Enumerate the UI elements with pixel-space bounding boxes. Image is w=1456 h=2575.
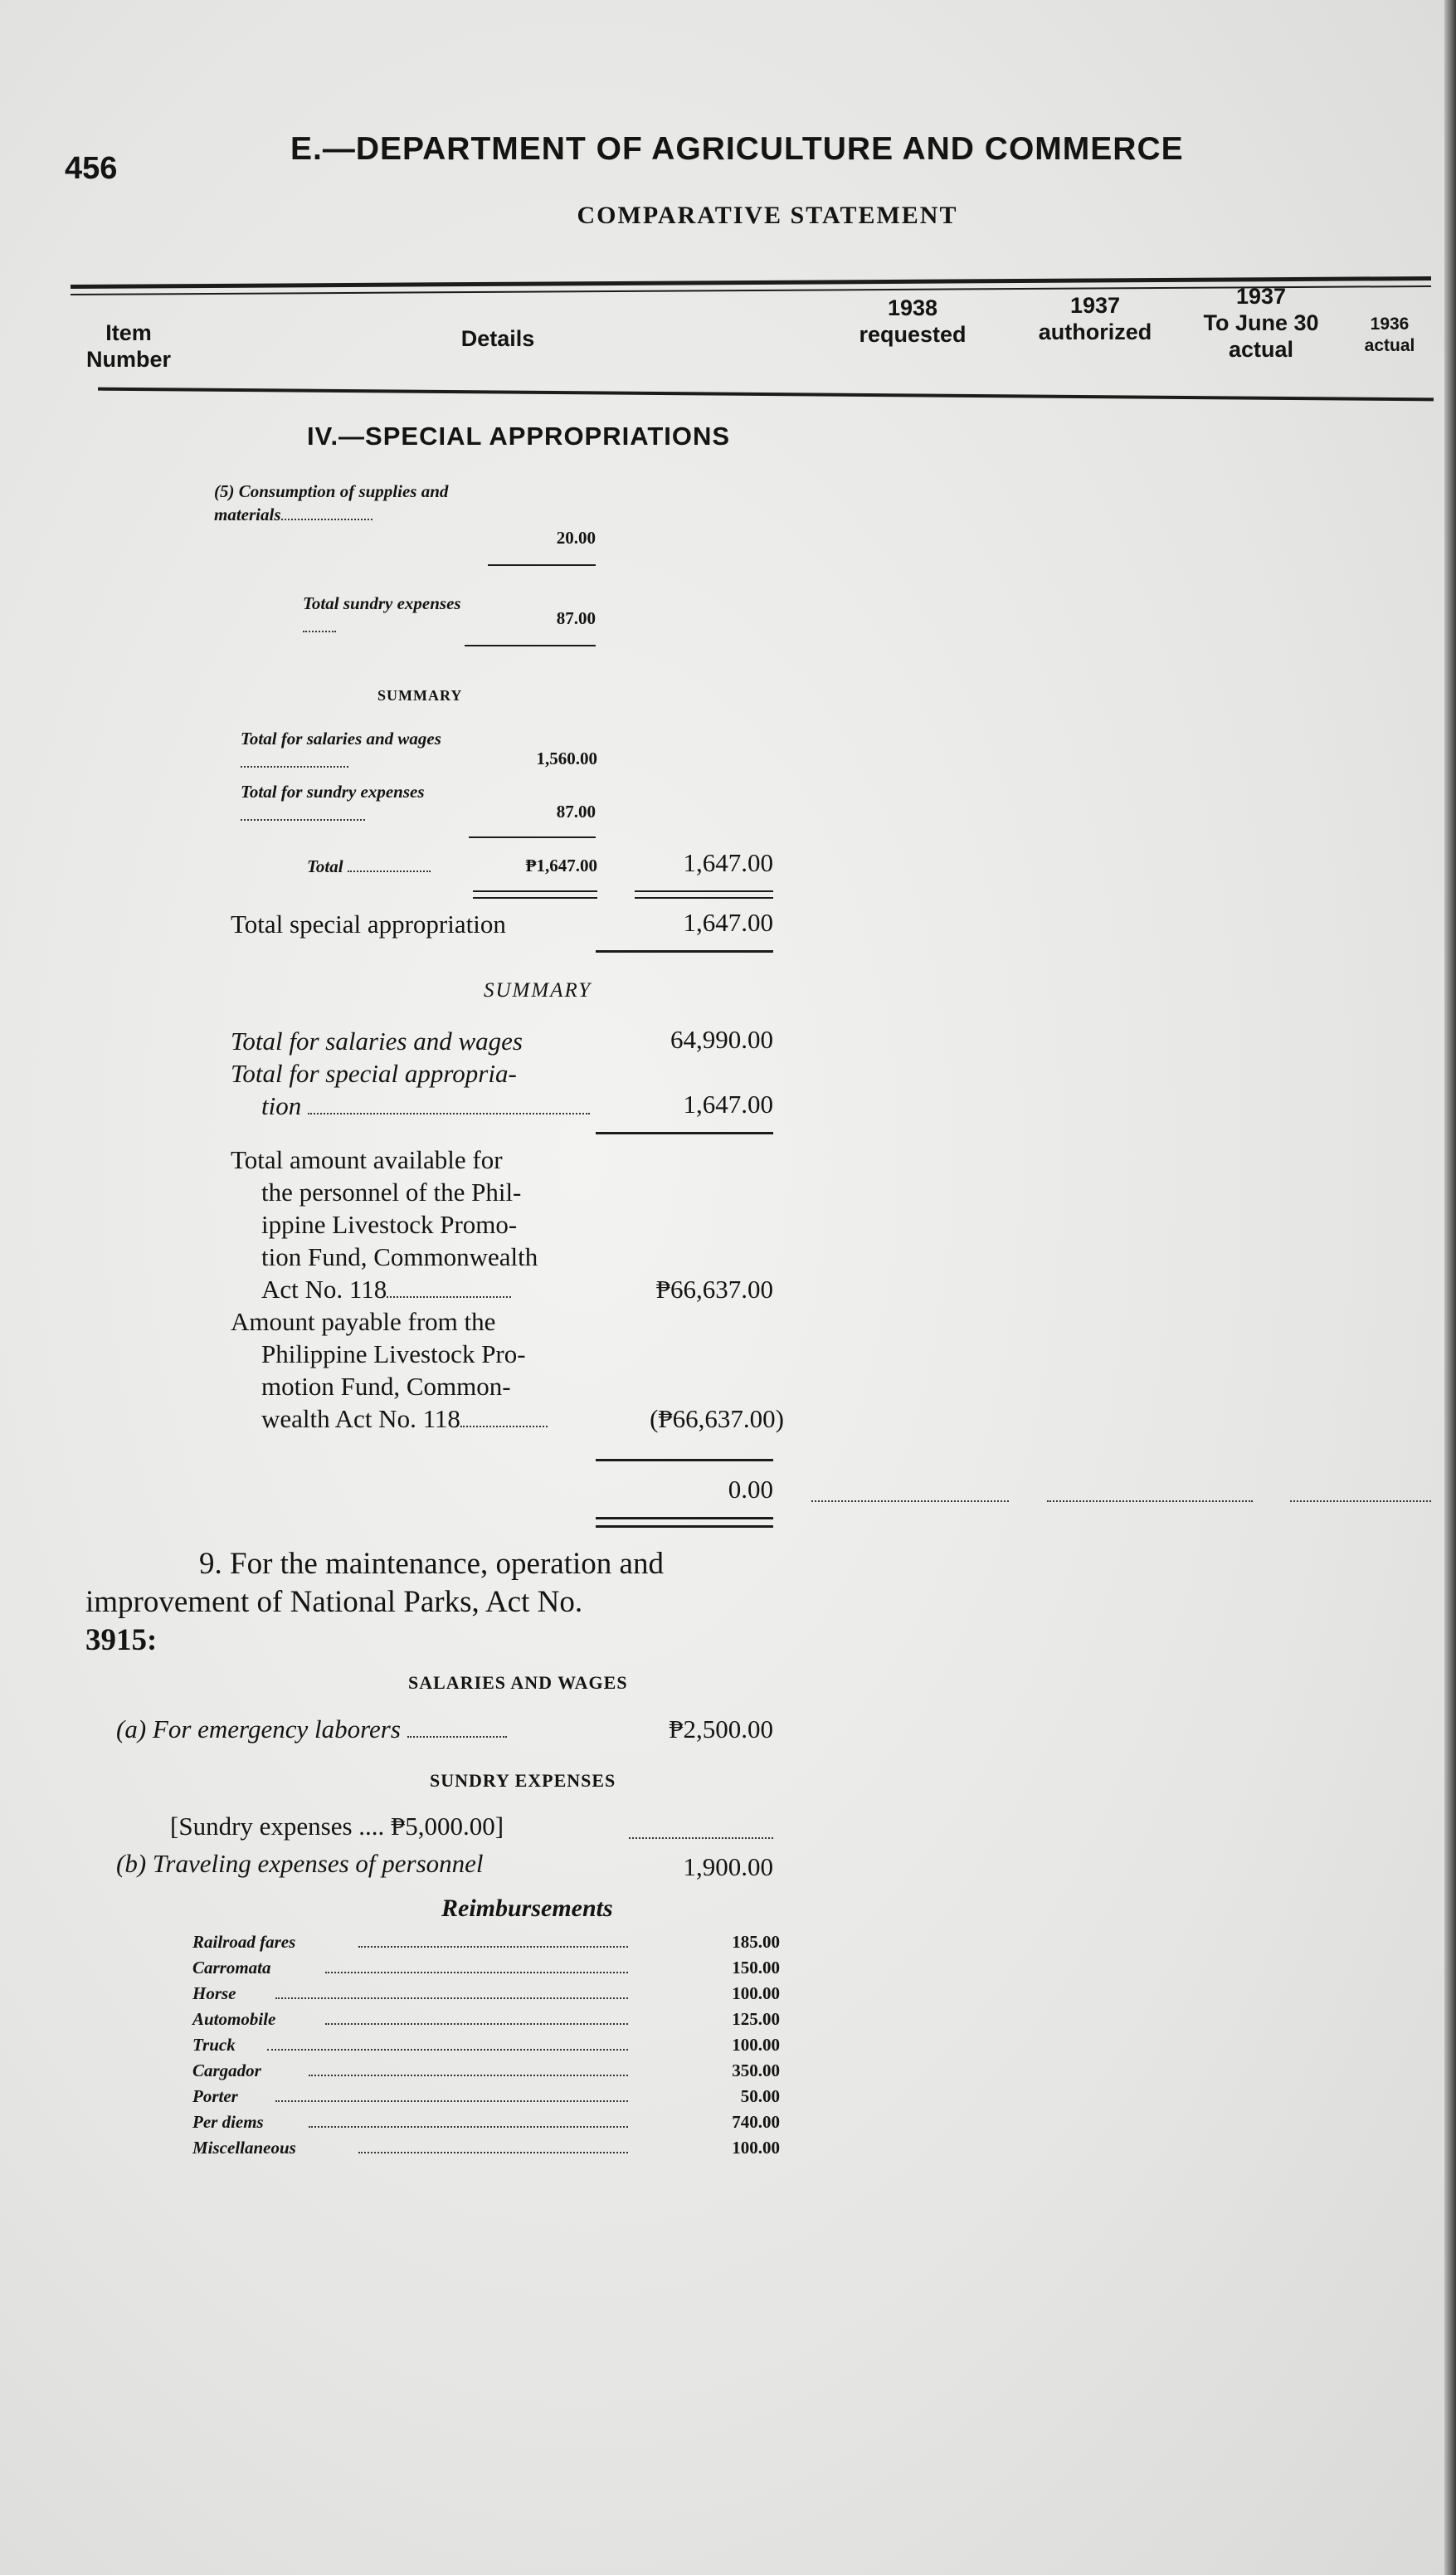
consumption-value: 20.00 xyxy=(556,528,596,548)
column-header-1938-requested: 1938 requested xyxy=(859,295,967,347)
net-value: 0.00 xyxy=(728,1475,773,1504)
available-line-5: Act No. 118 xyxy=(261,1273,511,1306)
special-appropriation-label-cont: tion xyxy=(261,1090,590,1123)
special-appropriation-value: 1,647.00 xyxy=(683,1090,773,1119)
total-special-label: Total special appropriation xyxy=(231,910,506,939)
total-special-value: 1,647.00 xyxy=(683,908,773,937)
net-to-june-dotted xyxy=(1047,1500,1253,1502)
reimbursements-list xyxy=(192,1929,780,2161)
net-authorized-dotted xyxy=(811,1500,1009,1502)
summary-salaries-label: Total for salaries and wages xyxy=(241,727,481,773)
salaries-wages-heading: SALARIES AND WAGES xyxy=(408,1672,628,1693)
column-header-details: Details xyxy=(460,326,535,351)
small-summary-heading: SUMMARY xyxy=(377,687,463,704)
sundry-bracket: [Sundry expenses .... ₱5,000.00] xyxy=(170,1812,504,1841)
department-title: E.—DEPARTMENT OF AGRICULTURE AND COMMERCE xyxy=(290,131,1184,167)
list-item: Truck 100.00 xyxy=(192,2035,780,2055)
column-header-1937-to-june: 1937 To June 30 actual xyxy=(1203,284,1319,362)
summary-sundry-value: 87.00 xyxy=(556,802,596,822)
parks-intro-line-2: improvement of National Parks, Act No. xyxy=(85,1585,583,1619)
available-line-4: tion Fund, Commonwealth xyxy=(261,1242,538,1271)
list-item: Railroad fares 185.00 xyxy=(192,1932,780,1952)
summary-heading: SUMMARY xyxy=(484,979,592,1002)
list-item: Cargador 350.00 xyxy=(192,2060,780,2080)
available-line-2: the personnel of the Phil- xyxy=(261,1178,522,1207)
list-item: Porter 50.00 xyxy=(192,2086,780,2106)
summary-sundry-label: Total for sundry expenses xyxy=(241,780,481,827)
net-1936-dotted xyxy=(1290,1500,1431,1502)
reimbursements-heading: Reimbursements xyxy=(441,1895,613,1922)
column-header-item-number: Item Number xyxy=(85,320,171,372)
payable-line-4: wealth Act No. 118 xyxy=(261,1402,548,1436)
column-header-1937-authorized: 1937 authorized xyxy=(1038,293,1152,344)
list-item: Miscellaneous 100.00 xyxy=(192,2138,780,2158)
list-item: Per diems 740.00 xyxy=(192,2112,780,2132)
available-line-1: Total amount available for xyxy=(231,1145,503,1174)
total-sundry-value: 87.00 xyxy=(556,608,596,628)
special-appropriation-label: Total for special appropria- xyxy=(231,1059,517,1088)
emergency-laborers-value: ₱2,500.00 xyxy=(669,1714,773,1743)
header-rule-bottom xyxy=(98,388,1434,402)
total-sundry-label: Total sundry expenses xyxy=(303,592,481,638)
page-edge-shadow xyxy=(1444,0,1456,2575)
section-title: IV.—SPECIAL APPROPRIATIONS xyxy=(307,422,731,451)
column-header-1936-actual: 1936 actual xyxy=(1364,315,1415,355)
parks-intro-line-1: 9. For the maintenance, operation and xyxy=(199,1547,664,1581)
summary-total-requested: 1,647.00 xyxy=(683,848,773,877)
list-item: Automobile 125.00 xyxy=(192,2009,780,2029)
payable-line-1: Amount payable from the xyxy=(231,1307,496,1336)
summary-total-label: Total xyxy=(307,855,431,878)
payable-line-3: motion Fund, Common- xyxy=(261,1372,511,1401)
list-item: Carromata 150.00 xyxy=(192,1958,780,1978)
consumption-label: (5) Consumption of supplies and materials xyxy=(214,481,449,524)
sundry-bracket-dotted xyxy=(629,1837,773,1839)
traveling-expenses-value: 1,900.00 xyxy=(683,1852,773,1881)
emergency-laborers-label: (a) For emergency laborers xyxy=(116,1713,507,1746)
payable-line-2: Philippine Livestock Pro- xyxy=(261,1339,526,1368)
summary-total-value: ₱1,647.00 xyxy=(525,856,597,875)
parks-intro-line-3: 3915: xyxy=(85,1623,158,1657)
summary-salaries-value: 1,560.00 xyxy=(536,749,597,768)
statement-title: COMPARATIVE STATEMENT xyxy=(577,202,958,229)
list-item: Horse 100.00 xyxy=(192,1983,780,2003)
available-line-3: ippine Livestock Promo- xyxy=(261,1210,518,1239)
available-value: ₱66,637.00 xyxy=(655,1275,773,1304)
payable-value: (₱66,637.00) xyxy=(650,1404,784,1433)
sundry-expenses-heading: SUNDRY EXPENSES xyxy=(430,1770,616,1791)
salaries-wages-value: 64,990.00 xyxy=(670,1025,773,1054)
salaries-wages-label: Total for salaries and wages xyxy=(231,1027,523,1056)
traveling-expenses-label: (b) Traveling expenses of personnel xyxy=(116,1849,484,1878)
page-number: 456 xyxy=(65,151,118,186)
